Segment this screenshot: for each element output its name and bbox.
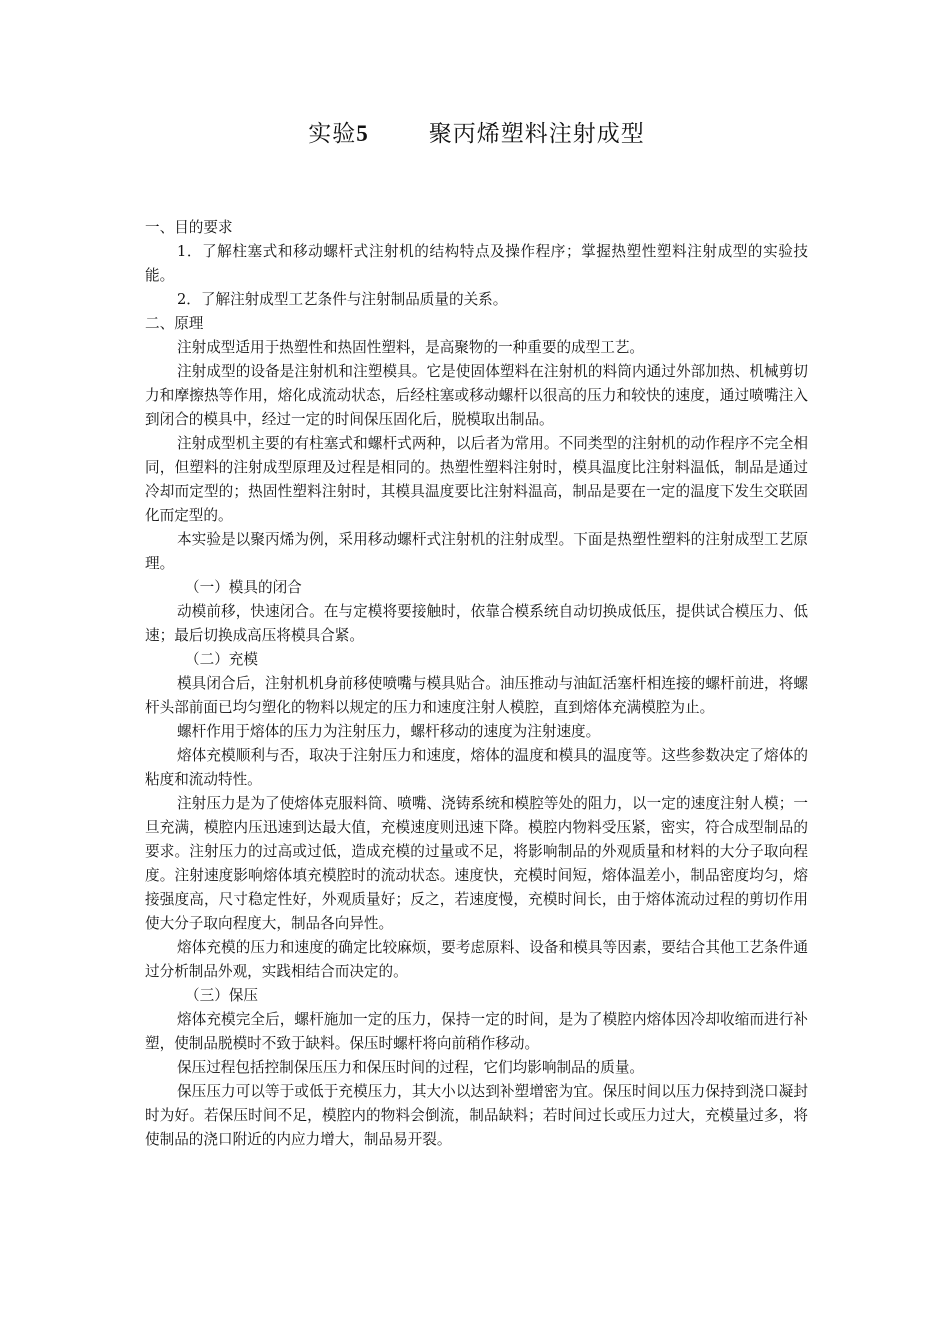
paragraph: 熔体充模完全后，螺杆施加一定的压力，保持一定的时间，是为了模腔内熔体因冷却收缩而进行补塑，使制品脱模时不致于缺料。保压时螺杆将向前稍作移动。 [145,1011,808,1052]
paragraph: 螺杆作用于熔体的压力为注射压力，螺杆移动的速度为注射速度。 [177,723,601,740]
paragraph: 动模前移，快速闭合。在与定模将要接触时，依靠合模系统自动切换成低压，提供试合模压力、低速；最后切换成高压将模具合紧。 [145,603,808,644]
paragraph: 保压压力可以等于或低于充模压力，其大小以达到补塑增密为宜。保压时间以压力保持到浇口凝封时为好。若保压时间不足，模腔内的物料会倒流，制品缺料；若时间过长或压力过大，充模量过多，将使制品的浇口附近的内应力增大，制品易开裂。 [145,1083,808,1148]
paragraph: 2．了解注射成型工艺条件与注射制品质量的关系。 [177,291,508,308]
paragraph: 1．了解柱塞式和移动螺杆式注射机的结构特点及操作程序；掌握热塑性塑料注射成型的实验技能。 [145,243,808,284]
paragraph: 本实验是以聚丙烯为例，采用移动螺杆式注射机的注射成型。下面是热塑性塑料的注射成型工艺原理。 [145,531,808,572]
paragraph: 熔体充模顺利与否，取决于注射压力和速度，熔体的温度和模具的温度等。这些参数决定了熔体的粘度和流动特性。 [145,747,808,788]
paragraph: 模具闭合后，注射机机身前移使喷嘴与模具贴合。油压推动与油缸活塞杆相连接的螺杆前进，将螺杆头部前面已均匀塑化的物料以规定的压力和速度注射人模腔，直到熔体充满模腔为止。 [145,675,808,716]
title-text: 聚丙烯塑料注射成型 [428,121,645,147]
paragraph: 注射成型适用于热塑性和热固性塑料，是高聚物的一种重要的成型工艺。 [177,339,645,356]
paragraph: 熔体充模的压力和速度的确定比较麻烦，要考虑原料、设备和模具等因素，要结合其他工艺条件通过分析制品外观，实践相结合而决定的。 [145,939,808,980]
paragraph: 注射成型机主要的有柱塞式和螺杆式两种，以后者为常用。不同类型的注射机的动作程序不完全相同，但塑料的注射成型原理及过程是相同的。热塑性塑料注射时，模具温度比注射料温低，制品是通过冷却而定型的；热固性塑料注射时，其模具温度要比注射料温高，制品是要在一定的温度下发生交联固化而定型的。 [145,435,808,524]
subsection-heading: （三）保压 [185,987,258,1004]
section-heading: 二、原理 [145,315,204,332]
paragraph: 保压过程包括控制保压压力和保压时间的过程，它们均影响制品的质量。 [177,1059,645,1076]
paragraph: 注射压力是为了使熔体克服料筒、喷嘴、浇铸系统和模腔等处的阻力，以一定的速度注射人模；一旦充满，模腔内压迅速到达最大值，充模速度则迅速下降。模腔内物料受压紧，密实，符合成型制品的要求。注射压力的过高或过低，造成充模的过量或不足，将影响制品的外观质量和材料的大分子取向程度。注射速度影响熔体填充模腔时的流动状态。速度快，充模时间短，熔体温差小，制品密度均匀，熔接强度高，尺寸稳定性好，外观质量好；反之，若速度慢，充模时间长，由于熔体流动过程的剪切作用使大分子取向程度大，制品各向异性。 [145,795,808,932]
subsection-heading: （二）充模 [185,651,258,668]
paragraph: 注射成型的设备是注射机和注塑模具。它是使固体塑料在注射机的料筒内通过外部加热、机械剪切力和摩擦热等作用，熔化成流动状态，后经柱塞或移动螺杆以很高的压力和较快的速度，通过喷嘴注入到闭合的模具中，经过一定的时间保压固化后，脱模取出制品。 [145,363,808,428]
document-title [145,118,808,150]
section-heading: 一、目的要求 [145,219,233,236]
title-prefix: 实验 [308,121,357,147]
title-number: 5 [356,121,369,146]
subsection-heading: （一）模具的闭合 [185,579,302,596]
document-body [145,216,808,1152]
